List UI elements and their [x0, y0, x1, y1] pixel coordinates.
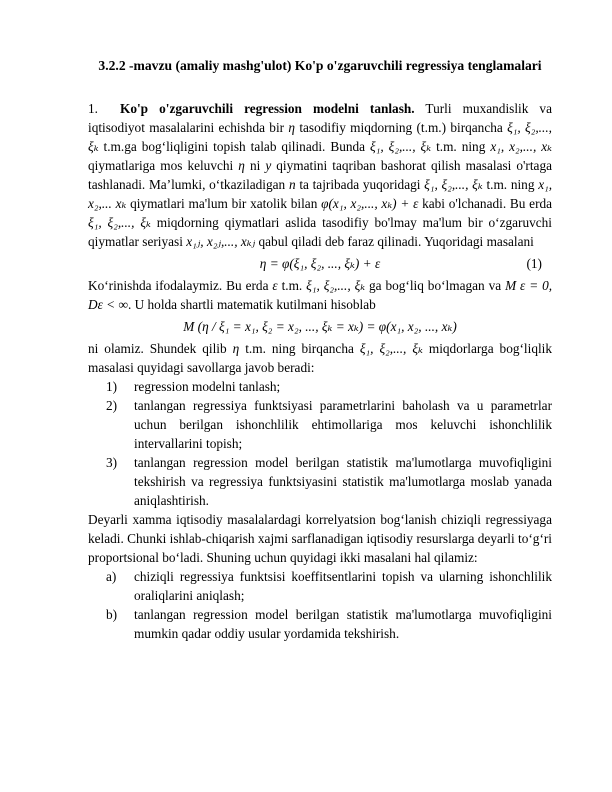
math-xi: ξ₁, ξ₂,..., ξₖ [359, 341, 423, 356]
paragraph-questions: ni olamiz. Shundek qilib η t.m. ning birqancha ξ₁, ξ₂,..., ξₖ miqdorlarga bog‘liqlik masalasi quyidagi savollarga javob beradi: [88, 341, 553, 375]
math-phi: φ(x₁, x₂,..., xₖ) + ε [321, 196, 419, 211]
math-xi: ξ₁, ξ₂,..., ξₖ [306, 278, 366, 293]
math-xi: ξ₁, ξ₂,..., ξₖ [88, 215, 151, 230]
page-title: 3.2.2 -mavzu (amaliy mashg'ulot) Ko'p o'zgaruvchili regressiya tenglamalari [98, 58, 542, 73]
math-n: n [288, 177, 296, 192]
list-item: regression modelni tanlash; [134, 379, 281, 394]
equation-number: (1) [526, 256, 542, 271]
math-cond: M ε = 0, Dε < ∞ [88, 278, 553, 312]
section-number: 1. [88, 101, 98, 116]
task-list [88, 567, 552, 643]
list-item: tanlangan regression model berilgan statistik ma'lumotlarga muvofiqligini mumkin qadar oddiy usular yordamida tekshirish. [134, 607, 552, 641]
section-heading: Ko'p o'zgaruvchili regression modelni tanlash. [120, 101, 415, 116]
math-eta: η [232, 341, 240, 356]
math-y: y [265, 158, 272, 173]
paragraph-conditions: Ko‘rinishda ifodalaymiz. Bu erda ε t.m. ξ₁, ξ₂,..., ξₖ ga bog‘liq bo‘lmagan va M ε = 0, Dε < ∞. U holda shartli matematik kutilmani hisoblab [88, 278, 553, 312]
formula-regression: η = φ(ξ₁, ξ₂, ..., ξₖ) + ε (1) [88, 253, 552, 274]
math-x: x₁, x₂,... xₖ [88, 177, 553, 211]
math-eps: ε [272, 278, 278, 293]
math-xj: x₁ⱼ, x₂ⱼ,..., xₖⱼ [186, 234, 256, 249]
math-xi: ξ₁, ξ₂,..., ξₖ [370, 139, 432, 154]
formula-conditional-expectation: M (η / ξ₁ = x₁, ξ₂ = x₂, ..., ξₖ = xₖ) = φ(x₁, x₂, ..., xₖ) [183, 319, 457, 334]
list-item: tanlangan regression model berilgan statistik ma'lumotlarga muvofiqligini tekshirish va regressiya funktsiyasini statistik ma'lumotlarga moslab yanada aniqlashtirish. [134, 455, 552, 508]
paragraph-linear: Deyarli xamma iqtisodiy masalalardagi korrelyatsion bog‘lanish chiziqli regressiyaga keladi. Chunki ishlab-chiqarish xajmi sarflanadigan iqtisodiy resurslarga deyarli to‘g‘ri proportsional bo‘ladi. Shuning uchun quyidagi ikki masalani hal qilamiz: [88, 512, 552, 565]
paragraph-intro: 1. Ko'p o'zgaruvchili regression modelni tanlash. Turli muxandislik va iqtisodiyot masalalarini echishda bir η tasodifiy miqdorning (t.m.) birqancha ξ₁, ξ₂,..., ξₖ t.m.ga bog‘liqligini topish talab qilinadi. Bunda ξ₁, ξ₂,..., ξₖ t.m. ning x₁, x₂,..., xₖ qiymatlariga mos keluvchi η ni y qiymatini taqriban bashorat qilish masalasi o'rtaga tashlanadi. Ma’lumki, o‘tkaziladigan n ta tajribada yuqoridagi ξ₁, ξ₂,..., ξₖ t.m. ning x₁, x₂,... xₖ qiymatlari ma'lum bir xatolik bilan φ(x₁, x₂,..., xₖ) + ε kabi o'lchanadi. Bu erda ξ₁, ξ₂,..., ξₖ miqdorning qiymatlari aslida tasodifiy bo'lmay ma'lum bir o‘zgaruvchi qiymatlar seriyasi x₁ⱼ, x₂ⱼ,..., xₖⱼ qabul qiladi deb faraz qilinadi. Yuqoridagi masalani [88, 101, 553, 249]
math-xi: ξ₁, ξ₂,..., ξₖ [88, 120, 552, 154]
list-item: tanlangan regressiya funktsiyasi parametrlarini baholash va u parametrlar uchun berilgan ishonchlilik ehtimollariga mos keluvchi ishonchlilik intervallarini topish; [134, 398, 552, 451]
question-list [88, 377, 552, 510]
math-eta: η [238, 158, 245, 173]
list-item: chiziqli regressiya funktsisi koeffitsentlarini topish va ularning ishonchlilik oraliqlarini aniqlash; [134, 569, 552, 603]
math-x: x₁, x₂,..., xₖ [490, 139, 552, 154]
math-xi: ξ₁, ξ₂,..., ξₖ [424, 177, 483, 192]
math-eta: η [288, 120, 295, 135]
